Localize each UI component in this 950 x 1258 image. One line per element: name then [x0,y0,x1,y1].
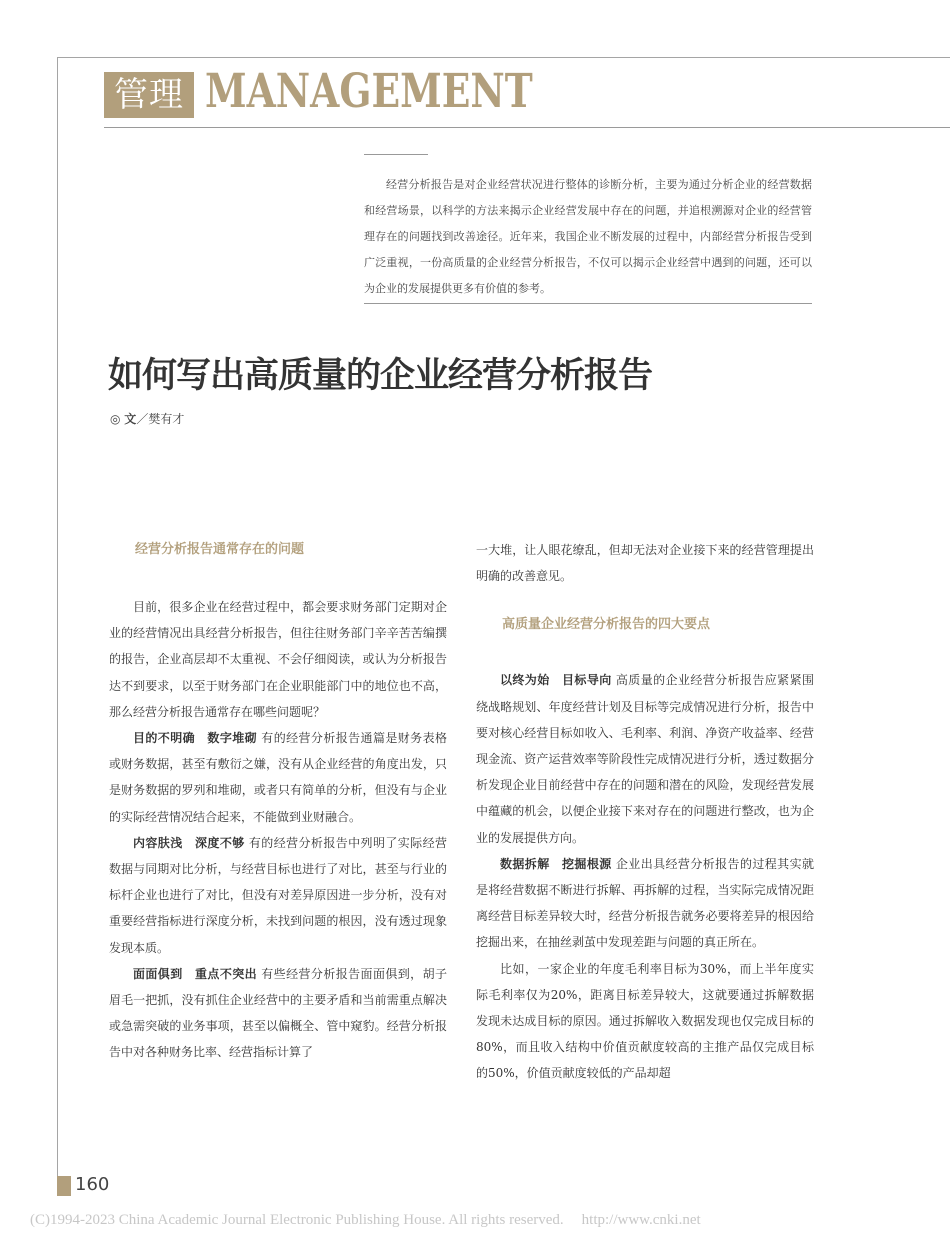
paragraph-body: 有的经营分析报告通篇是财务表格或财务数据，甚至有敷衍之嫌，没有从企业经营的角度出发，只是财务数据的罗列和堆砌，或者只有简单的分析，但没有与企业的实际经营情况结合起来，不能做到业财融合。 [109,731,447,824]
section-label-en: MANAGEMENT [205,64,533,119]
page-number: 160 [75,1174,110,1195]
section-label-cn: 管理 [104,72,194,118]
paragraph: 比如，一家企业的年度毛利率目标为30%，而上半年度实际毛利率仅为20%，距离目标差异较大，这就要通过拆解数据发现未达成目标的原因。通过拆解收入数据发现也仅完成目标的80%，而且收入结构中价值贡献度较高的主推产品仅完成目标的50%，价值贡献度较低的产品却超 [476,961,814,1081]
body-column-right [476,537,814,1087]
paragraph-lead: 面面俱到 重点不突出 [133,966,258,981]
body-column-left [109,536,447,1066]
byline-separator: ／ [136,412,149,426]
byline-prefix: ◎ [110,412,125,426]
paragraph-continued: 一大堆，让人眼花缭乱，但却无法对企业接下来的经营管理提出明确的改善意见。 [476,543,814,584]
paragraph-lead: 数据拆解 挖掘根源 [500,856,612,871]
paragraph: 目前，很多企业在经营过程中，都会要求财务部门定期对企业的经营情况出具经营分析报告，但往往财务部门辛辛苦苦编撰的报告，企业高层却不太重视、不会仔细阅读，或认为分析报告达不到要求，以至于财务部门在企业职能部门中的地位也不高，那么经营分析报告通常存在哪些问题呢？ [109,600,447,719]
paragraph-body: 有些经营分析报告面面俱到，胡子眉毛一把抓，没有抓住企业经营中的主要矛盾和当前需重点解决或急需突破的业务事项，甚至以偏概全、管中窥豹。经营分析报告中对各种财务比率、经营指标计算了 [109,966,447,1060]
header-rule [104,127,950,128]
paragraph-lead: 以终为始 目标导向 [500,673,612,688]
paragraph [476,667,814,850]
page-frame-left-rule [57,57,58,1195]
abstract-bottom-rule [364,303,812,304]
byline [110,410,184,427]
abstract: 经营分析报告是对企业经营状况进行整体的诊断分析，主要为通过分析企业的经营数据和经营场景，以科学的方法来揭示企业经营发展中存在的问题，并追根溯源对企业的经营管理存在的问题找到改善途径。近年来，我国企业不断发展的过程中，内部经营分析报告受到广泛重视，一份高质量的企业经营分析报告，不仅可以揭示企业经营中遇到的问题，还可以为企业的发展提供更多有价值的参考。 [364,178,812,295]
author-name: 樊有才 [148,412,185,426]
copyright-text: (C)1994-2023 China Academic Journal Electronic Publishing House. All rights reserved. [30,1212,564,1228]
page-frame-top-rule [57,57,950,58]
paragraph [109,725,447,830]
paragraph-body: 有的经营分析报告中列明了实际经营数据与同期对比分析，与经营目标也进行了对比，甚至与行业的标杆企业也进行了对比，但没有对差异原因进一步分析，没有对重要经营指标进行深度分析，未找到问题的根因，没有透过现象发现本质。 [109,835,447,955]
section-heading: 经营分析报告通常存在的问题 [135,542,305,557]
article-title: 如何写出高质量的企业经营分析报告 [108,356,653,396]
abstract-top-rule [364,154,428,155]
paragraph [109,830,447,961]
footer-url: http://www.cnki.net [581,1212,701,1228]
byline-label: 文 [124,412,137,426]
paragraph-lead: 内容肤浅 深度不够 [133,835,245,850]
paragraph-lead: 目的不明确 数字堆砌 [133,731,258,746]
page-number-marker [57,1176,71,1196]
section-heading: 高质量企业经营分析报告的四大要点 [502,617,711,633]
copyright-footer [30,1212,701,1229]
paragraph [476,851,814,956]
paragraph-body: 企业出具经营分析报告的过程其实就是将经营数据不断进行拆解、再拆解的过程，当实际完成情况距离经营目标差异较大时，经营分析报告就务必要将差异的根因给挖掘出来，在抽丝剥茧中发现差距与问题的真正所在。 [476,856,814,950]
paragraph-body: 高质量的企业经营分析报告应紧紧围绕战略规划、年度经营计划及目标等完成情况进行分析，报告中要对核心经营目标如收入、毛利率、利润、净资产收益率、经营现金流、资产运营效率等阶段性完成情况进行分析，透过数据分析发现企业目前经营中存在的问题和潜在的风险，发现经营发展中蕴藏的机会，以便企业接下来对存在的问题进行整改，也为企业的发展提供方向。 [476,673,814,845]
paragraph [109,961,447,1066]
